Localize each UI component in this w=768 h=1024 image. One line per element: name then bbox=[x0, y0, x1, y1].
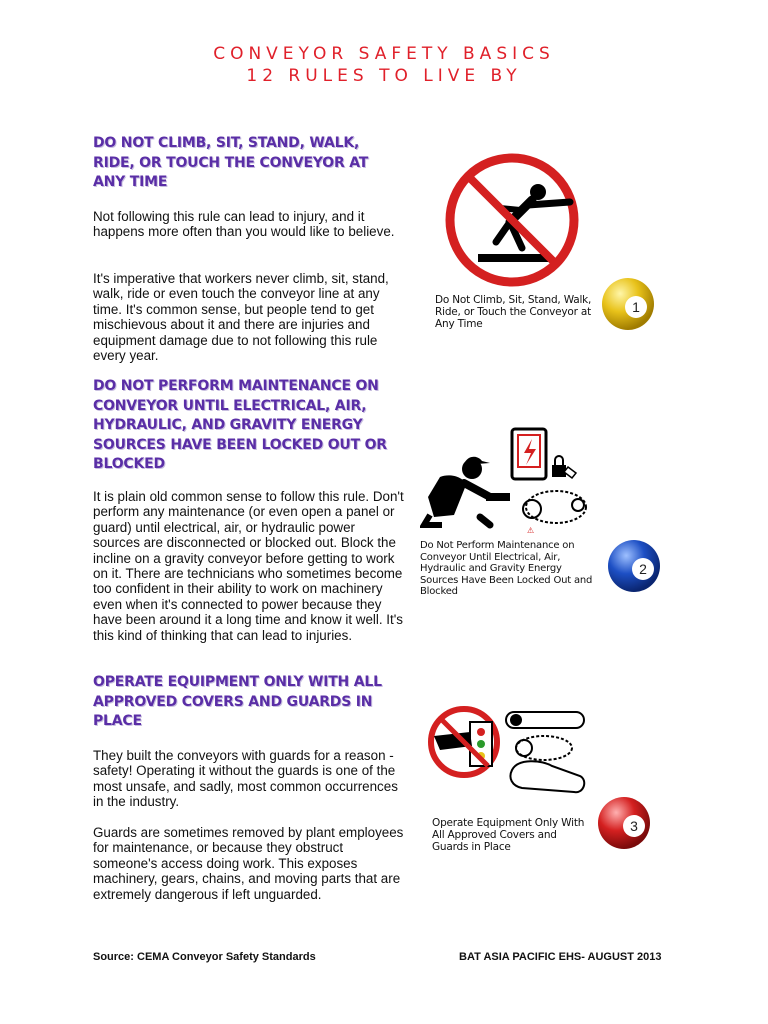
pool-ball-1-icon bbox=[600, 276, 656, 332]
rule-3-paragraph-1: They built the conveyors with guards for a reason - safety! Operating it without the guards is one of the most unsafe, and sadly, most common occurrences in the industry. bbox=[93, 748, 398, 810]
rule-2-caption: Do Not Perform Maintenance on Conveyor Until Electrical, Air, Hydraulic and Gravity Energy Sources Have Been Locked Out and Blocked bbox=[420, 540, 593, 597]
lockout-maintenance-icon bbox=[420, 425, 590, 537]
rule-3-heading: OPERATE EQUIPMENT ONLY WITH ALL APPROVED COVERS AND GUARDS IN PLACE bbox=[93, 674, 382, 729]
rule-3-paragraph-2: Guards are sometimes removed by plant employees for maintenance, or because they obstruct someone's access doing work. This exposes machinery, gears, chains, and moving parts that are extremely dangerous if left unguarded. bbox=[93, 825, 404, 902]
page-title: CONVEYOR SAFETY BASICS bbox=[213, 44, 555, 64]
pool-ball-3-number: 3 bbox=[630, 818, 638, 834]
footer-source: Source: CEMA Conveyor Safety Standards bbox=[93, 951, 316, 963]
svg-text:⚠: ⚠ bbox=[527, 526, 535, 535]
pool-ball-3-icon bbox=[596, 795, 652, 851]
rule-2-heading: DO NOT PERFORM MAINTENANCE ON CONVEYOR UNTIL ELECTRICAL, AIR, HYDRAULIC, AND GRAVITY ENERGY SOURCES HAVE BEEN LOCKED OUT OR BLOCKED bbox=[93, 378, 387, 472]
rule-2-paragraph-1: It is plain old common sense to follow this rule. Don't perform any maintenance (or even open a panel or guard) until electrical, air, or hydraulic power sources are disconnected or blocked out. Block the incline on a gravity conveyor before getting to work on it. There are technicians who sometimes become too confident in their ability to work on machinery even when it's connected to power because they have been around it a long time and know it well. It's this kind of thinking that can lead to injuries. bbox=[93, 489, 404, 643]
rule-3-caption: Operate Equipment Only With All Approved Covers and Guards in Place bbox=[432, 817, 585, 853]
no-unguarded-operation-icon bbox=[426, 702, 592, 800]
rule-1-paragraph-1: Not following this rule can lead to injury, and it happens more often than you would like to believe. bbox=[93, 209, 395, 240]
rule-1-heading: DO NOT CLIMB, SIT, STAND, WALK, RIDE, OR TOUCH THE CONVEYOR AT ANY TIME bbox=[93, 135, 369, 190]
page-subtitle: 12 RULES TO LIVE BY bbox=[246, 66, 522, 86]
footer-organization: BAT ASIA PACIFIC EHS- AUGUST 2013 bbox=[459, 951, 662, 963]
no-climbing-sign-icon bbox=[440, 150, 590, 290]
pool-ball-2-number: 2 bbox=[639, 561, 647, 577]
pool-ball-2-icon bbox=[606, 538, 662, 594]
pool-ball-1-number: 1 bbox=[632, 299, 640, 315]
rule-1-caption: Do Not Climb, Sit, Stand, Walk, Ride, or Touch the Conveyor at Any Time bbox=[435, 294, 592, 330]
rule-1-paragraph-2: It's imperative that workers never climb, sit, stand, walk, ride or even touch the conveyor line at any time. It's common sense, but people tend to get mischievous about it and there are injuries and equipment damage due to not following this rule every year. bbox=[93, 271, 389, 364]
